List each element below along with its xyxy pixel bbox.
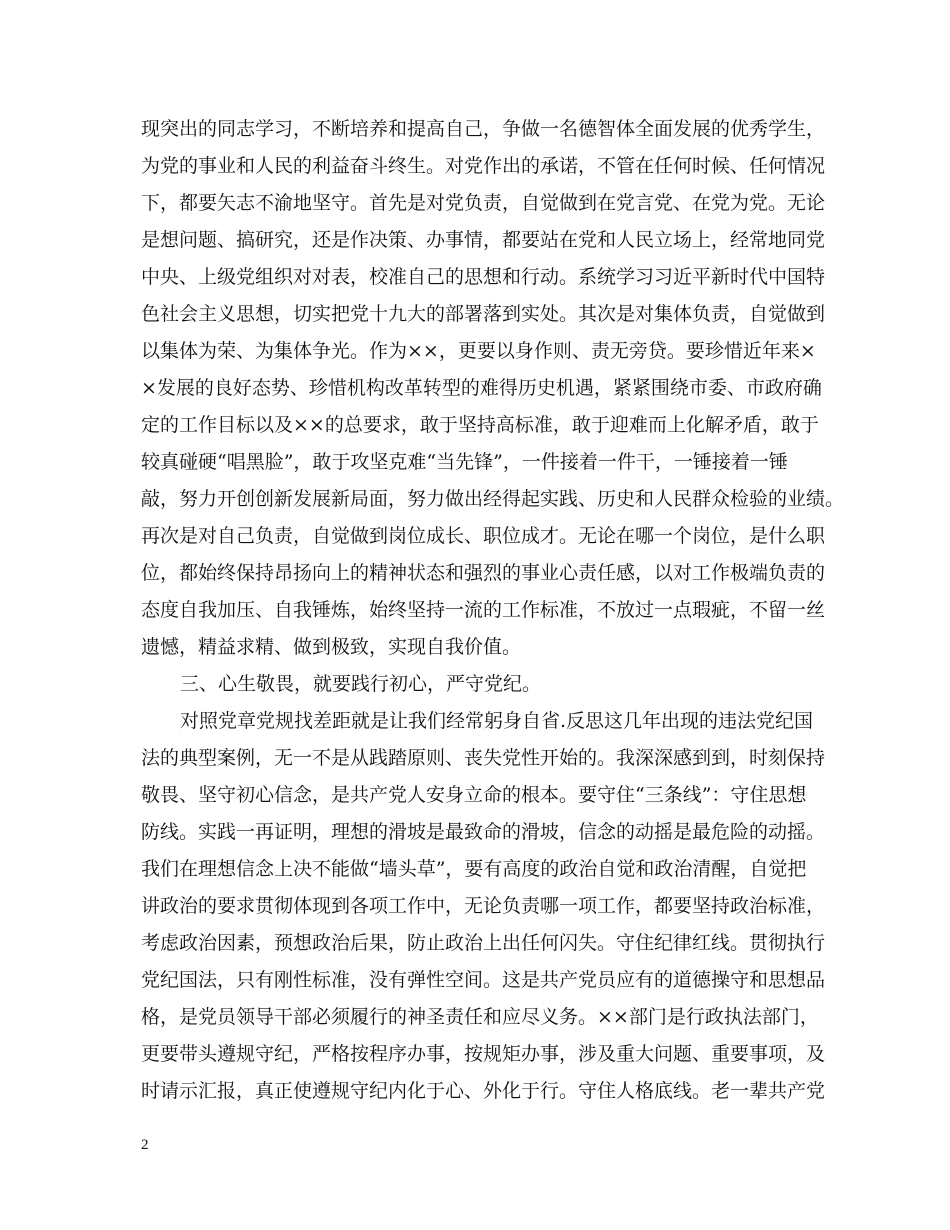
text-line: 格，是党员领导干部必须履行的神圣责任和应尽义务。××部门是行政执法部门， — [141, 1006, 819, 1028]
text-line: 讲政治的要求贯彻体现到各项工作中，无论负责哪一项工作，都要坚持政治标准， — [141, 895, 826, 917]
text-line: 较真碰硬“唱黑脸”，敢于攻坚克难“当先锋”，一件接着一件干，一锤接着一锤 — [141, 451, 788, 473]
text-line: 敬畏、坚守初心信念，是共产党人安身立命的根本。要守住“三条线”：守住思想 — [141, 784, 807, 806]
text-line: 我们在理想信念上决不能做“墙头草”，要有高度的政治自觉和政治清醒，自觉把 — [141, 858, 807, 880]
text-line: ×发展的良好态势、珍惜机构改革转型的难得历史机遇，紧紧围绕市委、市政府确 — [141, 377, 822, 399]
text-line: 是想问题、搞研究，还是作决策、办事情，都要站在党和人民立场上，经常地同党 — [141, 229, 826, 251]
text-line: 时请示汇报，真正使遵规守纪内化于心、外化于行。守住人格底线。老一辈共产党 — [141, 1080, 826, 1102]
text-line: 定的工作目标以及××的总要求，敢于坚持高标准，敢于迎难而上化解矛盾，敢于 — [141, 414, 819, 436]
text-line: 法的典型案例，无一不是从践踏原则、丧失党性开始的。我深深感到到，时刻保持 — [141, 747, 826, 769]
text-line: 下，都要矢志不渝地坚守。首先是对党负责，自觉做到在党言党、在党为党。无论 — [141, 192, 826, 214]
text-line: 党纪国法，只有刚性标准，没有弹性空间。这是共产党员应有的道德操守和思想品 — [141, 969, 826, 991]
text-line: 位，都始终保持昂扬向上的精神状态和强烈的事业心责任感，以对工作极端负责的 — [141, 562, 826, 584]
text-line: 以集体为荣、为集体争光。作为××，更要以身作则、责无旁贷。要珍惜近年来× — [141, 340, 816, 362]
page-number: 2 — [141, 1137, 149, 1153]
text-line: 更要带头遵规守纪，严格按程序办事，按规矩办事，涉及重大问题、重要事项，及 — [141, 1043, 826, 1065]
text-line: 防线。实践一再证明，理想的滑坡是最致命的滑坡，信念的动摇是最危险的动摇。 — [141, 821, 826, 843]
text-line: 敲，努力开创创新发展新局面，努力做出经得起实践、历史和人民群众检验的业绩。 — [141, 488, 845, 510]
text-line: 态度自我加压、自我锤炼，始终坚持一流的工作标准，不放过一点瑕疵，不留一丝 — [141, 599, 826, 621]
text-line: 色社会主义思想，切实把党十九大的部署落到实处。其次是对集体负责，自觉做到 — [141, 303, 826, 325]
text-line: 中央、上级党组织对对表，校准自己的思想和行动。系统学习习近平新时代中国特 — [141, 266, 826, 288]
section-heading: 三、心生敬畏，就要践行初心，严守党纪。 — [180, 673, 542, 695]
text-line: 现突出的同志学习，不断培养和提高自己，争做一名德智体全面发展的优秀学生， — [141, 118, 826, 140]
text-line: 为党的事业和人民的利益奋斗终生。对党作出的承诺，不管在任何时候、任何情况 — [141, 155, 826, 177]
text-line: 对照党章党规找差距就是让我们经常躬身自省.反思这几年出现的违法党纪国 — [180, 710, 814, 732]
text-line: 遗憾，精益求精、做到极致，实现自我价值。 — [141, 636, 522, 658]
text-line: 再次是对自己负责，自觉做到岗位成长、职位成才。无论在哪一个岗位，是什么职 — [141, 525, 826, 547]
text-line: 考虑政治因素，预想政治后果，防止政治上出任何闪失。守住纪律红线。贯彻执行 — [141, 932, 826, 954]
